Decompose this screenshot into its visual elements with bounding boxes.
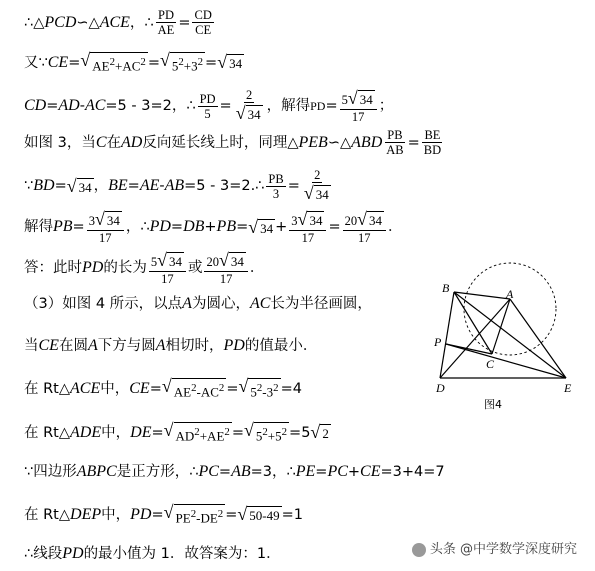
solution-line-6: 解得 PB = 3 √ 34 17 ，∴ PD = DB + PB = √ 34 + 3 √ 34 17 = 20 √ 34 17 ． — [24, 209, 403, 245]
solution-line-9: 当 CE 在圆 A 下方与圆 A 相切时， PD 的值最小． — [24, 337, 318, 354]
solution-line-12: ∵四边形 ABPC 是正方形，∴ PC = AB =3，∴ PE = PC + CE =3+4=7 — [24, 463, 445, 480]
solution-line-4: 如图 3，当 C 在 AD 反向延长线上时，同理△ PEB ∽△ ABD $\frac{PB}{AB}$ = $\frac{BE}{BD}$ — [24, 128, 442, 157]
segment-bc — [454, 292, 492, 354]
solution-line-13: 在 Rt△ DEP 中， PD = √ $PE^2-DE^2$ = √ 50-49 =1 — [24, 502, 303, 526]
geometry-figure-4 — [432, 254, 582, 414]
solution-line-14: ∴线段 PD 的最小值为 1．故答案为：1． — [24, 545, 281, 562]
segment-pe — [446, 344, 566, 378]
solution-line-3: CD = AD - AC =5 - 3=2，∴ $\frac{PD}{5}$ = 2 √ 34 ，解得 PD = 5 √ 34 17 ； — [24, 88, 394, 124]
solution-line-7: 答：此时 PD 的长为 5 √ 34 17 或 20 √ 34 17 ． — [24, 250, 265, 286]
segment-ac — [492, 299, 510, 354]
solution-line-5: ∵ BD = √ 34 ， BE = AE - AB =5 - 3=2.∴ $\frac{PB}{3}$ = 2 √ 34 — [24, 168, 329, 203]
circle-a — [464, 263, 556, 355]
label-e: E — [564, 381, 572, 395]
label-b: B — [442, 281, 450, 295]
figure-caption: 图4 — [484, 398, 502, 411]
solution-line-8: （3）如图 4 所示，以点 A 为圆心， AC 长为半径画圆， — [24, 295, 372, 312]
segment-be — [454, 292, 566, 378]
label-a: A — [506, 287, 514, 301]
solution-line-10: 在 Rt△ ACE 中， CE = √ $AE^2-AC^2$ = √ $5^2-3^2$ =4 — [24, 376, 302, 400]
solution-line-2: 又∵ CE = √ $AE^2+AC^2$ = √ $5^2+3^2$ = √ 34 — [24, 50, 243, 74]
label-p: P — [434, 335, 442, 349]
watermark-text: 头条 @中学数学深度研究 — [429, 542, 577, 557]
label-c: C — [486, 357, 495, 371]
solution-line-11: 在 Rt△ ADE 中， DE = √ $AD^2+AE^2$ = √ $5^2+5^2$ =5 √ 2 — [24, 420, 329, 444]
label-d: D — [436, 381, 445, 395]
solution-line-1: ∴△ PCD ∽△ ACE ，∴ $\frac{PD}{AE}$ = $\frac{CD}{CE}$ — [24, 8, 212, 37]
segment-ae — [510, 299, 566, 378]
watermark-icon — [412, 543, 426, 557]
watermark — [412, 538, 577, 557]
